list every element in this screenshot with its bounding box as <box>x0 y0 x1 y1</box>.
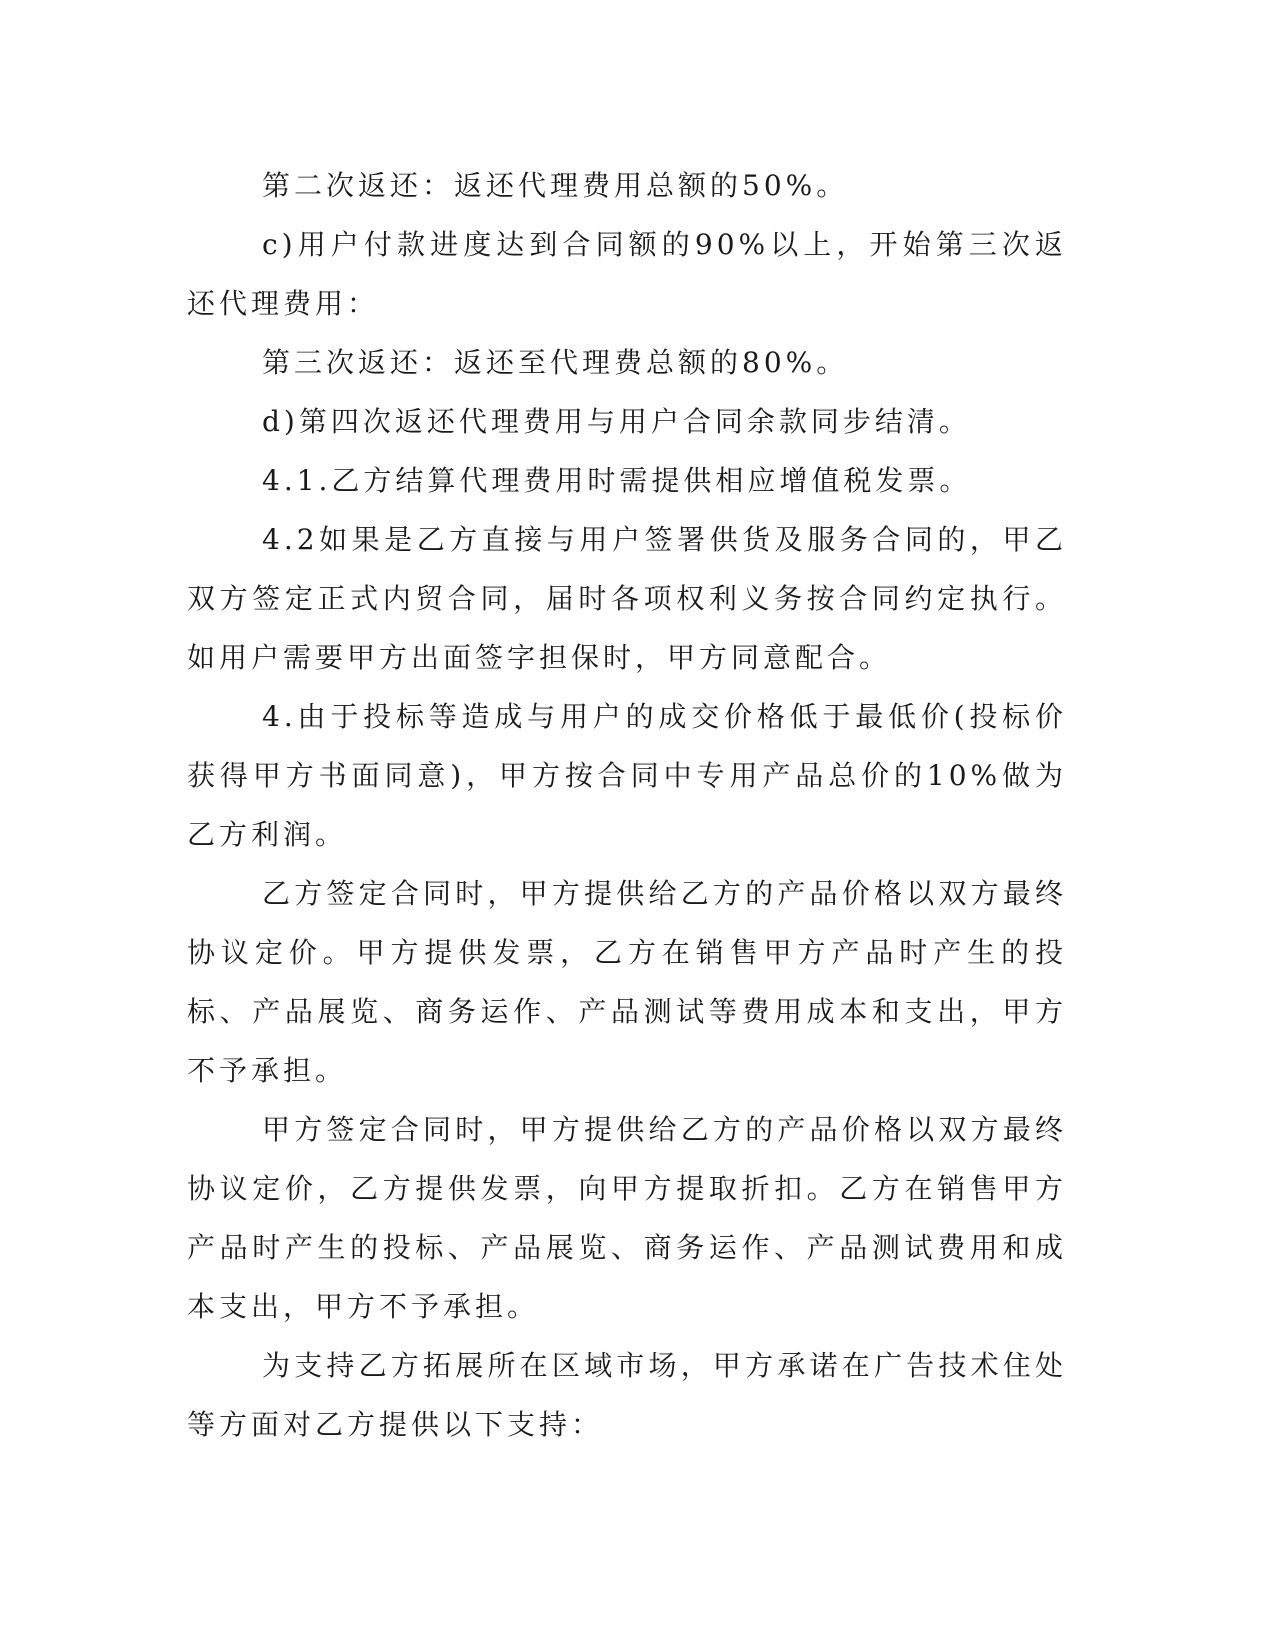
paragraph-market-support: 为支持乙方拓展所在区域市场，甲方承诺在广告技术住处等方面对乙方提供以下支持： <box>187 1349 1067 1441</box>
paragraph-third-refund: 第三次返还：返还至代理费总额的80%。 <box>262 346 849 379</box>
paragraph-clause-4-1: 4.1.乙方结算代理费用时需提供相应增值税发票。 <box>262 464 972 497</box>
paragraph-clause-4: 4.由于投标等造成与用户的成交价格低于最低价(投标价获得甲方书面同意)，甲方按合同中专用产品总价的10%做为乙方利润。 <box>187 700 1067 851</box>
paragraph-party-b-contract: 乙方签定合同时，甲方提供给乙方的产品价格以双方最终协议定价。甲方提供发票，乙方在销售甲方产品时产生的投标、产品展览、商务运作、产品测试等费用成本和支出，甲方不予承担。 <box>187 877 1067 1087</box>
paragraph-party-a-contract: 甲方签定合同时，甲方提供给乙方的产品价格以双方最终协议定价，乙方提供发票，向甲方提取折扣。乙方在销售甲方产品时产生的投标、产品展览、商务运作、产品测试费用和成本支出，甲方不予承担。 <box>187 1113 1067 1323</box>
paragraph-second-refund: 第二次返还：返还代理费用总额的50%。 <box>262 169 849 202</box>
paragraph-clause-4-2: 4.2如果是乙方直接与用户签署供货及服务合同的，甲乙双方签定正式内贸合同，届时各项权利义务按合同约定执行。如用户需要甲方出面签字担保时，甲方同意配合。 <box>187 523 1067 674</box>
paragraph-clause-c: c)用户付款进度达到合同额的90%以上，开始第三次返还代理费用： <box>187 228 1067 320</box>
paragraph-clause-d: d)第四次返还代理费用与用户合同余款同步结清。 <box>262 405 971 438</box>
document-body <box>187 156 1067 1454</box>
